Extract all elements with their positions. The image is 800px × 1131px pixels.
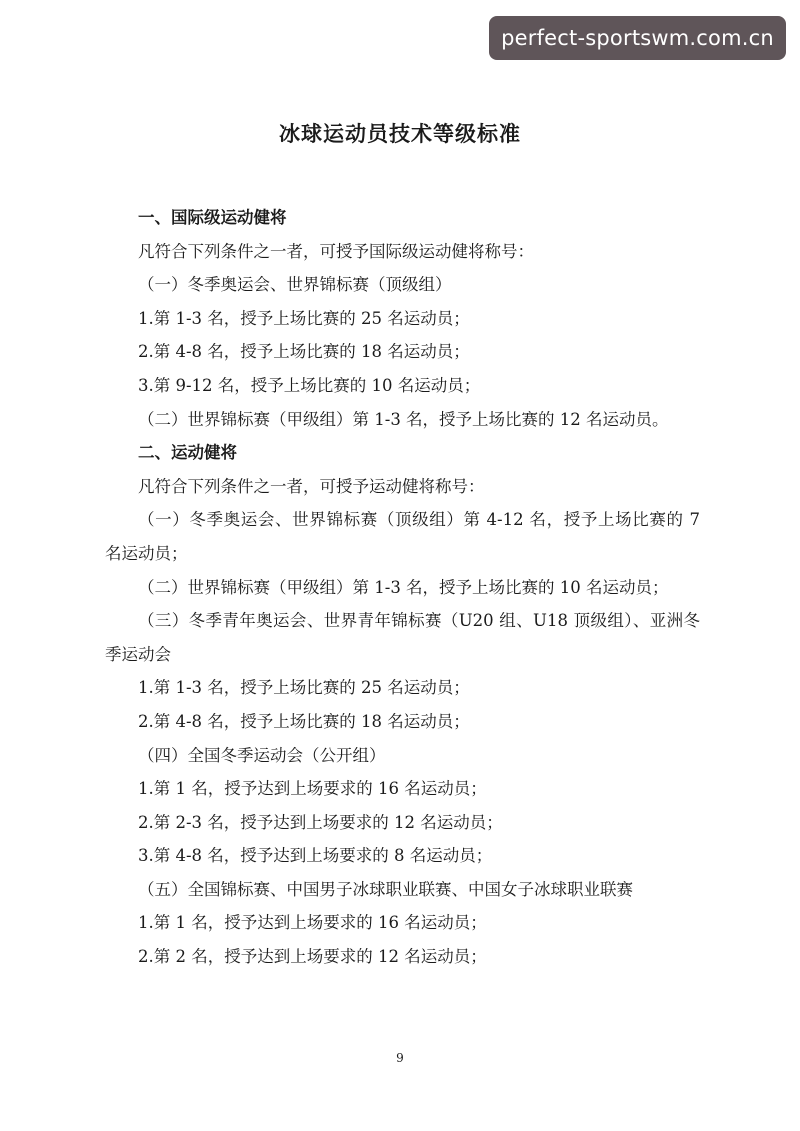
page-number: 9 <box>396 1051 404 1065</box>
paragraph: 凡符合下列条件之一者，可授予运动健将称号： <box>138 476 485 496</box>
paragraph: （二）世界锦标赛（甲级组）第 1-3 名，授予上场比赛的 12 名运动员。 <box>138 409 669 429</box>
paragraph: 2.第 4-8 名，授予上场比赛的 18 名运动员； <box>138 711 470 731</box>
paragraph: 1.第 1 名，授予达到上场要求的 16 名运动员； <box>138 913 487 933</box>
paragraph: 1.第 1 名，授予达到上场要求的 16 名运动员； <box>138 779 487 799</box>
paragraph: （四）全国冬季运动会（公开组） <box>138 745 386 765</box>
paragraph: 2.第 4-8 名，授予上场比赛的 18 名运动员； <box>138 342 470 362</box>
paragraph: （二）世界锦标赛（甲级组）第 1-3 名，授予上场比赛的 10 名运动员； <box>138 577 669 597</box>
paragraph: 一、国际级运动健将 <box>138 208 287 227</box>
paragraph: （一）冬季奥运会、世界锦标赛（顶级组） <box>138 275 452 295</box>
watermark-badge: perfect-sportswm.com.cn <box>489 16 786 60</box>
paragraph: 二、运动健将 <box>138 443 237 463</box>
paragraph: 凡符合下列条件之一者，可授予国际级运动健将称号： <box>138 241 534 261</box>
paragraph: 2.第 2-3 名，授予达到上场要求的 12 名运动员； <box>138 812 503 832</box>
paragraph: （一）冬季奥运会、世界锦标赛（顶级组）第 4-12 名，授予上场比赛的 7 名运动员； <box>105 510 700 563</box>
paragraph: 1.第 1-3 名，授予上场比赛的 25 名运动员； <box>138 308 470 328</box>
paragraph: 3.第 9-12 名，授予上场比赛的 10 名运动员； <box>138 375 481 395</box>
document-body <box>105 201 700 974</box>
paragraph: 3.第 4-8 名，授予达到上场要求的 8 名运动员； <box>138 846 493 866</box>
document-title: 冰球运动员技术等级标准 <box>279 121 521 146</box>
paragraph: 1.第 1-3 名，授予上场比赛的 25 名运动员； <box>138 678 470 698</box>
paragraph: 2.第 2 名，授予达到上场要求的 12 名运动员； <box>138 947 487 967</box>
paragraph: （三）冬季青年奥运会、世界青年锦标赛（U20 组、U18 顶级组）、亚洲冬季运动会 <box>105 611 700 664</box>
paragraph: （五）全国锦标赛、中国男子冰球职业联赛、中国女子冰球职业联赛 <box>138 879 633 899</box>
